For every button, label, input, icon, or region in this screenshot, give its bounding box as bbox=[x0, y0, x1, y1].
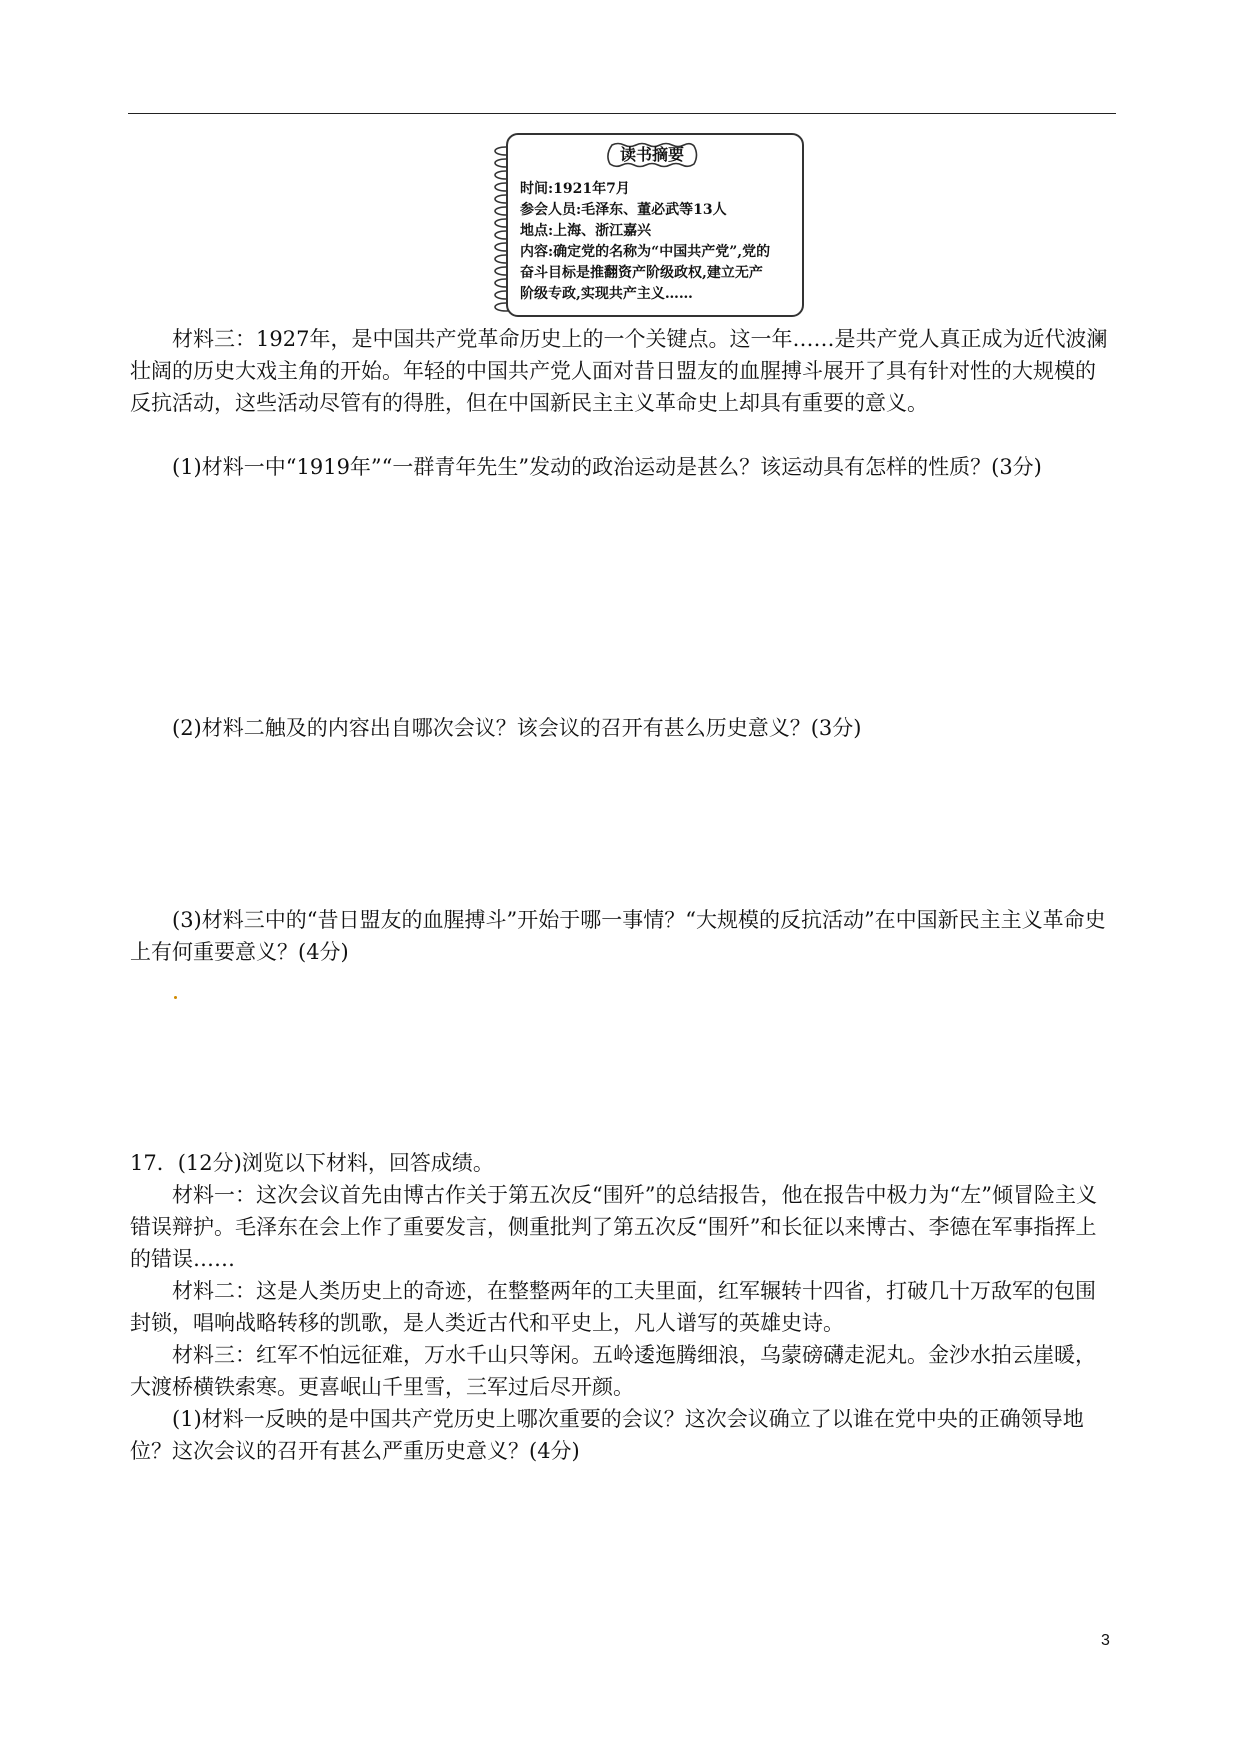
card-lines bbox=[520, 179, 794, 305]
header-rule bbox=[128, 113, 1116, 114]
card-title-badge bbox=[604, 141, 700, 169]
question-17 bbox=[130, 1147, 1115, 1467]
card-title: 读书摘要 bbox=[619, 145, 684, 164]
q17-material-two: 材料二：这是人类历史上的奇迹，在整整两年的工夫里面，红军辗转十四省，打破几十万敌军的包围封锁，唱响战略转移的凯歌，是人类近古代和平史上，凡人谱写的英雄史诗。 bbox=[130, 1279, 1096, 1335]
reading-notes-card bbox=[492, 133, 802, 315]
card-line: 时间:1921年7月 bbox=[520, 181, 630, 197]
question-1 bbox=[130, 451, 1115, 483]
card-line: 奋斗目标是推翻资产阶级政权,建立无产 bbox=[520, 265, 763, 281]
q17-question-1: (1)材料一反映的是中国共产党历史上哪次重要的会议？这次会议确立了以谁在党中央的正确领导地位？这次会议的召开有甚么严重历史意义？(4分) bbox=[130, 1407, 1084, 1463]
q17-material-three: 材料三：红军不怕远征难，万水千山只等闲。五岭逶迤腾细浪，乌蒙磅礴走泥丸。金沙水拍云崖暖，大渡桥横铁索寒。更喜岷山千里雪，三军过后尽开颜。 bbox=[130, 1343, 1096, 1399]
card-line: 阶级专政,实现共产主义…… bbox=[520, 286, 693, 302]
question-1-text: (1)材料一中“1919年”“一群青年先生”发动的政治运动是甚么？该运动具有怎样的性质？(3分) bbox=[172, 455, 1042, 479]
question-2-text: (2)材料二触及的内容出自哪次会议？该会议的召开有甚么历史意义？(3分) bbox=[172, 716, 862, 740]
question-3 bbox=[130, 904, 1115, 968]
card-line: 地点:上海、浙江嘉兴 bbox=[520, 223, 652, 239]
page-number: 3 bbox=[1101, 1632, 1110, 1649]
material-three-text: 材料三：1927年，是中国共产党革命历史上的一个关键点。这一年……是共产党人真正成为近代波澜壮阔的历史大戏主角的开始。年轻的中国共产党人面对昔日盟友的血腥搏斗展开了具有针对性的大规模的反抗活动，这些活动尽管有的得胜，但在中国新民主主义革命史上却具有重要的意义。 bbox=[130, 327, 1108, 415]
q17-material-one: 材料一：这次会议首先由博古作关于第五次反“围歼”的总结报告，他在报告中极力为“左”倾冒险主义错误辩护。毛泽东在会上作了重要发言，侧重批判了第五次反“围歼”和长征以来博古、李德在军事指挥上的错误…… bbox=[130, 1183, 1097, 1271]
stray-mark bbox=[174, 996, 177, 999]
card-line: 参会人员:毛泽东、董必武等13人 bbox=[520, 202, 727, 218]
question-17-heading: 17．(12分)浏览以下材料，回答成绩。 bbox=[130, 1151, 494, 1175]
material-three-paragraph bbox=[130, 323, 1115, 419]
card-line: 内容:确定党的名称为“中国共产党”,党的 bbox=[520, 244, 771, 260]
question-2 bbox=[130, 712, 1115, 744]
question-3-text: (3)材料三中的“昔日盟友的血腥搏斗”开始于哪一事情？“大规模的反抗活动”在中国新民主主义革命史上有何重要意义？(4分) bbox=[130, 908, 1106, 964]
